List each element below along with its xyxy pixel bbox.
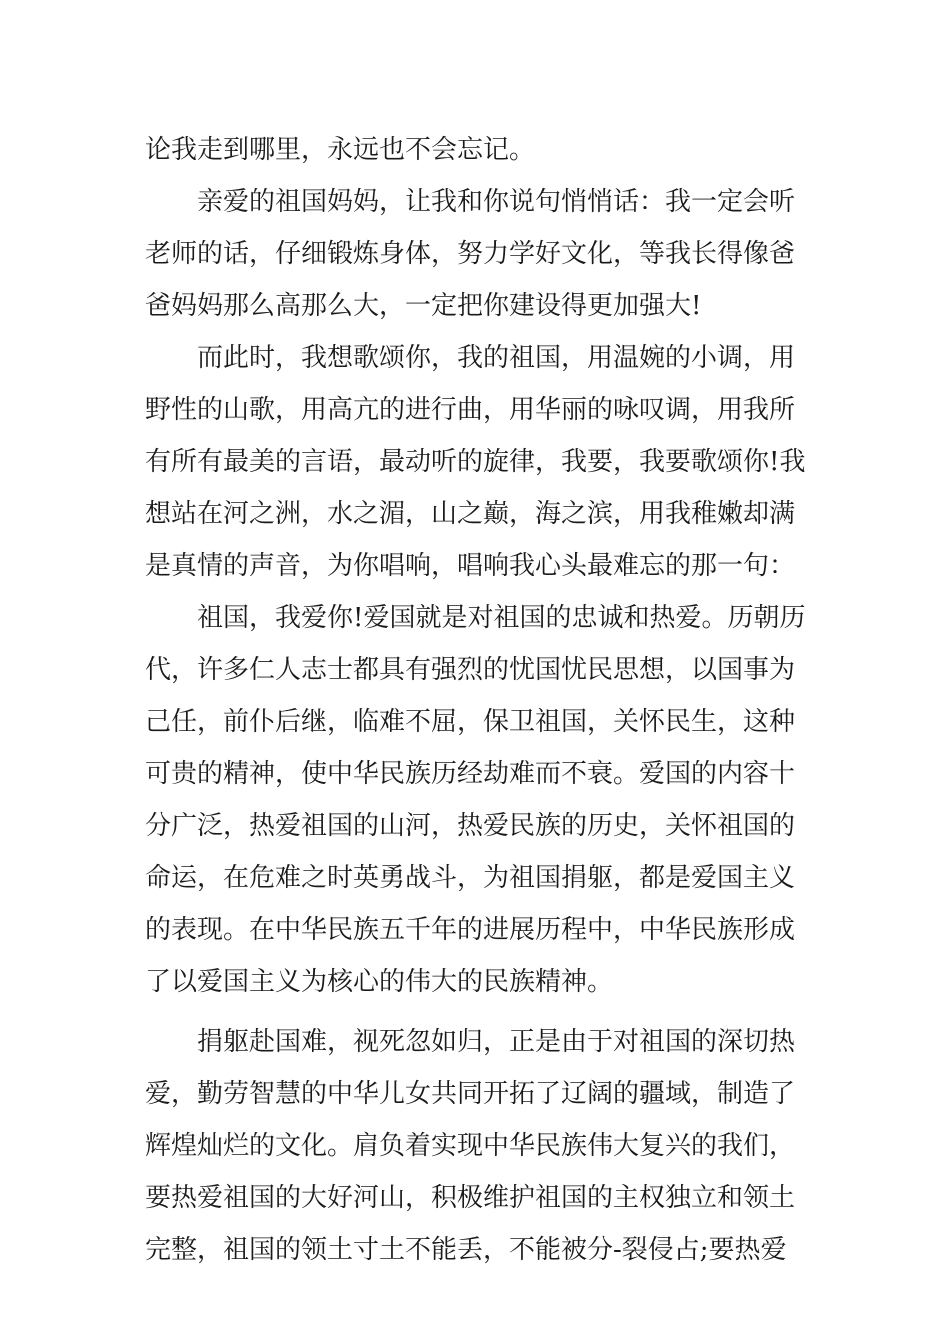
text-line: 代，许多仁人志士都具有强烈的忧国忧民思想，以国事为 xyxy=(145,655,796,685)
text-line: 的表现。在中华民族五千年的进展历程中，中华民族形成 xyxy=(145,915,796,945)
text-line: 想站在河之洲，水之湄，山之巅，海之滨，用我稚嫩却满 xyxy=(145,499,796,529)
text-line: 有所有最美的言语，最动听的旋律，我要，我要歌颂你!我 xyxy=(145,447,806,477)
paragraph-first-line: 而此时，我想歌颂你，我的祖国，用温婉的小调，用 xyxy=(197,343,796,373)
text-line: 野性的山歌，用高亢的进行曲，用华丽的咏叹调，用我所 xyxy=(145,395,796,425)
text-line: 可贵的精神，使中华民族历经劫难而不衰。爱国的内容十 xyxy=(145,759,796,789)
text-line: 是真情的声音，为你唱响，唱响我心头最难忘的那一句： xyxy=(145,551,796,581)
text-line: 论我走到哪里，永远也不会忘记。 xyxy=(145,135,536,165)
paragraph-first-line: 祖国，我爱你!爱国就是对祖国的忠诚和热爱。历朝历 xyxy=(197,603,806,633)
text-line: 完整，祖国的领土寸土不能丢，不能被分-裂侵占;要热爱 xyxy=(145,1235,787,1265)
text-line: 了以爱国主义为核心的伟大的民族精神。 xyxy=(145,967,614,997)
text-line: 爸妈妈那么高那么大，一定把你建设得更加强大! xyxy=(145,291,702,321)
paragraph-first-line: 亲爱的祖国妈妈，让我和你说句悄悄话：我一定会听 xyxy=(197,187,796,217)
document-body xyxy=(145,124,825,1276)
paragraph-first-line: 捐躯赴国难，视死忽如归，正是由于对祖国的深切热 xyxy=(197,1027,796,1057)
text-line: 己任，前仆后继，临难不屈，保卫祖国，关怀民生，这种 xyxy=(145,707,796,737)
text-line: 老师的话，仔细锻炼身体，努力学好文化，等我长得像爸 xyxy=(145,239,796,269)
text-line: 分广泛，热爱祖国的山河，热爱民族的历史，关怀祖国的 xyxy=(145,811,796,841)
text-line: 爱，勤劳智慧的中华儿女共同开拓了辽阔的疆域，制造了 xyxy=(145,1079,796,1109)
text-line: 要热爱祖国的大好河山，积极维护祖国的主权独立和领土 xyxy=(145,1183,796,1213)
text-line: 命运，在危难之时英勇战斗，为祖国捐躯，都是爱国主义 xyxy=(145,863,796,893)
text-line: 辉煌灿烂的文化。肩负着实现中华民族伟大复兴的我们， xyxy=(145,1131,796,1161)
